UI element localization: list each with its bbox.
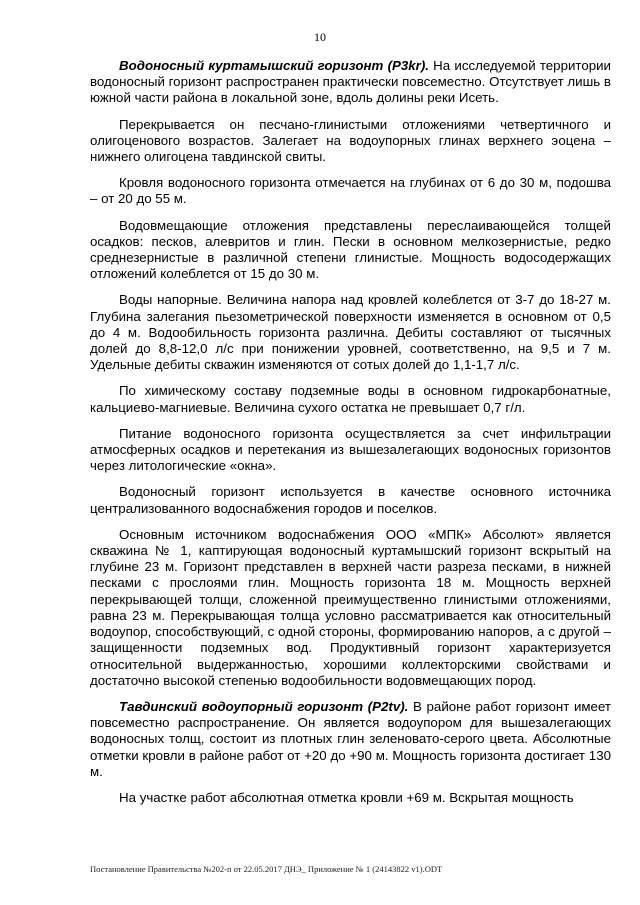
paragraph-text: Основным источником водоснабжения ООО «МПК» Абсолют» является скважина № 1, каптирующая водоносный куртамышский горизонт вскрытый на глубине 23 м. Горизонт представлен в верхней части разреза песками, в нижней песками с прослоями глин. Мощность горизонта 18 м. Мощность верхней перекрывающей толщи, сложенной преимущественно глинистыми отложениями, равна 23 м. Перекрывающая толща условно рассматривается как относительный водоупор, способствующий, с одной стороны, формированию напоров, а с другой – защищенности подземных вод. Продуктивный горизонт характеризуется относительной выдержанностью, хорошими коллекторскими свойствами и достаточно высокой степенью водообильности водовмещающих пород. [90,526,611,688]
paragraph [90,426,611,475]
paragraph [90,218,611,283]
paragraph-text: Водовмещающие отложения представлены переслаивающейся толщей осадков: песков, алевритов и глин. Пески в основном мелкозернистые, редко среднезернистые в различной степени глинистые. Мощность водосодержащих отложений колеблется от 15 до 30 м. [90,217,611,282]
paragraph [90,527,611,689]
paragraph-tavda-intro [90,699,611,780]
document-footer: Постановление Правительства №202-п от 22.05.2017 ДНЭ_ Приложение № 1 (24143822 v1).ODT [90,864,443,874]
paragraph-text: По химическому составу подземные воды в основном гидрокарбонатные, кальциево-магниевые. Величина сухого остатка не превышает 0,7 г/л. [90,383,611,415]
paragraph-text: Кровля водоносного горизонта отмечается на глубинах от 6 до 30 м, подошва – от 20 до 55 м. [90,175,611,207]
paragraph [90,117,611,166]
paragraph [90,383,611,415]
paragraph-text: Воды напорные. Величина напора над кровлей колеблется от 3-7 до 18-27 м. Глубина залегания пьезометрической поверхности изменяется в основном от 0,5 до 4 м. Водообильность горизонта различна. Дебиты составляют от тысячных долей до 8,8-12,0 л/с при понижении уровней, соответственно, на 9,5 и 7 м. Удельные дебиты скважин изменяются от сотых долей до 1,1-1,7 л/с. [90,292,611,373]
paragraph-text: На исследуемой территории водоносный горизонт распространен практически повсеместно. Отсутствует лишь в южной части района в локальной зоне, вдоль долины реки Исеть. [90,58,611,106]
paragraph [90,790,611,806]
paragraph-text: В районе работ горизонт имеет повсеместно распространение. Он является водоупором для вышезалегающих водоносных толщ, состоит из плотных глин зеленовато-серого цвета. Абсолютные отметки кровли в районе работ от +20 до +90 м. Мощность горизонта достигает 130 м. [90,698,611,779]
paragraph-text: Перекрывается он песчано-глинистыми отложениями четвертичного и олигоценового возрастов. Залегает на водоупорных глинах верхнего эоцена – нижнего олигоцена тавдинской свиты. [90,116,611,165]
paragraph [90,292,611,373]
document-body [90,58,611,816]
page-number: 10 [314,30,326,44]
paragraph [90,484,611,516]
paragraph [90,175,611,207]
section-heading-kurtamysh: Водоносный куртамышский горизонт (P3kr). [119,58,429,73]
paragraph-text: На участке работ абсолютная отметка кровли +69 м. Вскрытая мощность [119,789,574,805]
paragraph-kurtamysh-intro [90,58,611,107]
paragraph-text: Водоносный горизонт используется в качестве основного источника централизованного водоснабжения городов и поселков. [90,484,611,516]
section-heading-tavda: Тавдинский водоупорный горизонт (P2tv). [119,698,409,714]
paragraph-text: Питание водоносного горизонта осуществляется за счет инфильтрации атмосферных осадков и перетекания из вышезалегающих водоносных горизонтов через литологические «окна». [90,425,611,474]
